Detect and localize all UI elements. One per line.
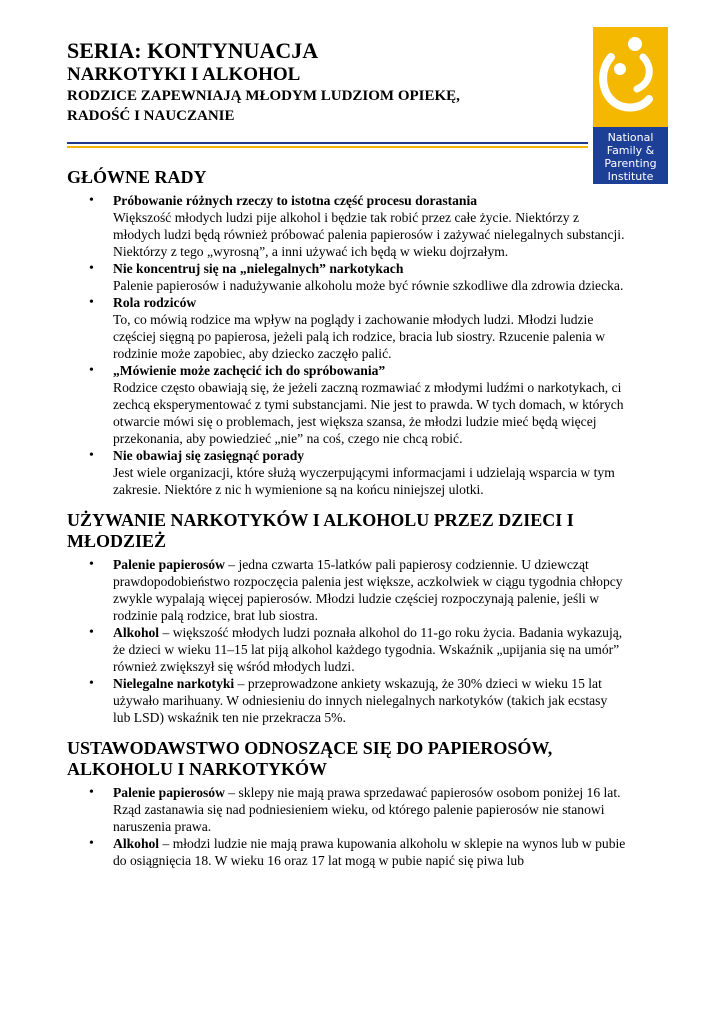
subtitle-line-1: RODZICE ZAPEWNIAJĄ MŁODYM LUDZIOM OPIEKĘ,	[67, 88, 460, 104]
section-title: USTAWODAWSTWO ODNOSZĄCE SIĘ DO PAPIEROSÓW, ALKOHOLU I NARKOTYKÓW	[67, 738, 553, 779]
list-item: • „Mówienie może zachęcić ich do spróbowania” Rodzice często obawiają się, że jeżeli zaczną rozmawiać z młodymi ludźmi o narkotykach, ci zechcą eksperymentować z tymi substancjami. Nie jest to prawda. W tych domach, w których otwarcie mówi się o problemach, jest większa szansa, że młodzi ludzie mieć będą więcej przekonania, aby powiedzieć „nie” na coś, czego nie chcą robić.	[67, 362, 627, 447]
topic-title: NARKOTYKI I ALKOHOL	[67, 64, 301, 85]
list-item: • Alkohol – młodzi ludzie nie mają prawa kupowania alkoholu w sklepie na wynos lub w pubie do osiągnięcia 18. W wieku 16 oraz 17 lat mogą w pubie napić się piwa lub	[67, 835, 627, 869]
list-item: • Alkohol – większość młodych ludzi poznała alkohol do 11-go roku życia. Badania wykazują, że dzieci w wieku 11–15 lat piją alkohol każdego tygodnia. Wskaźnik „upijania się na umór” również zwiększył się wśród młodych ludzi.	[67, 624, 627, 675]
document-body	[67, 167, 627, 881]
subtitle-line-2: RADOŚĆ I NAUCZANIE	[67, 108, 235, 124]
section-main-advice	[67, 167, 627, 498]
list-item: • Rola rodziców To, co mówią rodzice ma wpływ na poglądy i zachowanie młodych ludzi. Młodzi ludzie częściej sięgną po papierosa, jeżeli palą ich rodzice, bracia lub siostry. Rzucenie palenia w rodzinie może zapobiec, aby dziecko zaczęło palić.	[67, 294, 627, 362]
list-item: • Palenie papierosów – sklepy nie mają prawa sprzedawać papierosów osobom poniżej 16 lat. Rząd zastanawia się nad podniesieniem wieku, od którego palenie papierosów nie stanowi naruszenia prawa.	[67, 784, 627, 835]
list-item: • Próbowanie różnych rzeczy to istotna część procesu dorastania Większość młodych ludzi pije alkohol i będzie tak robić przez całe życie. Niektórzy z młodych ludzi będą również próbować palenia papierosów i zażywać nielegalnych substancji. Niektórzy z tego „wyrosną”, a inni używać ich będą w wieku dojrzałym.	[67, 192, 627, 260]
nfpi-logo	[593, 27, 668, 184]
series-title: SERIA: KONTYNUACJA	[67, 38, 319, 63]
section-usage	[67, 510, 627, 726]
section-title: GŁÓWNE RADY	[67, 167, 207, 187]
family-emblem-icon	[593, 27, 668, 127]
section-legislation	[67, 738, 627, 869]
advice-list	[67, 192, 627, 498]
section-title: UŻYWANIE NARKOTYKÓW I ALKOHOLU PRZEZ DZIECI I MŁODZIEŻ	[67, 510, 574, 551]
header-divider-blue	[67, 142, 588, 144]
usage-list	[67, 556, 627, 726]
list-item: • Nie koncentruj się na „nielegalnych” narkotykach Palenie papierosów i nadużywanie alkoholu może być równie szkodliwe dla zdrowia dziecka.	[67, 260, 627, 294]
list-item: • Palenie papierosów – jedna czwarta 15-latków pali papierosy codziennie. U dziewcząt prawdopodobieństwo rozpoczęcia palenia jest większe, aczkolwiek w ciągu tygodnia chłopcy zwykle wypalają więcej papierosów. Młodzi ludzie częściej rozpoczynają palenie, jeśli w rodzinie palą rodzice, brat lub siostra.	[67, 556, 627, 624]
document-header	[67, 38, 587, 126]
logo-wordmark: National Family & Parenting Institute	[604, 131, 657, 183]
header-divider-gold	[67, 146, 588, 148]
list-item: • Nie obawiaj się zasięgnąć porady Jest wiele organizacji, które służą wyczerpującymi informacjami i udzielają wsparcia w tym zakresie. Niektóre z nic h wymienione są na końcu niniejszej ulotki.	[67, 447, 627, 498]
legislation-list	[67, 784, 627, 869]
list-item: • Nielegalne narkotyki – przeprowadzone ankiety wskazują, że 30% dzieci w wieku 15 lat używało marihuany. W odniesieniu do innych nielegalnych narkotyków (takich jak ecstasy lub LSD) wskaźnik ten nie przekracza 5%.	[67, 675, 627, 726]
